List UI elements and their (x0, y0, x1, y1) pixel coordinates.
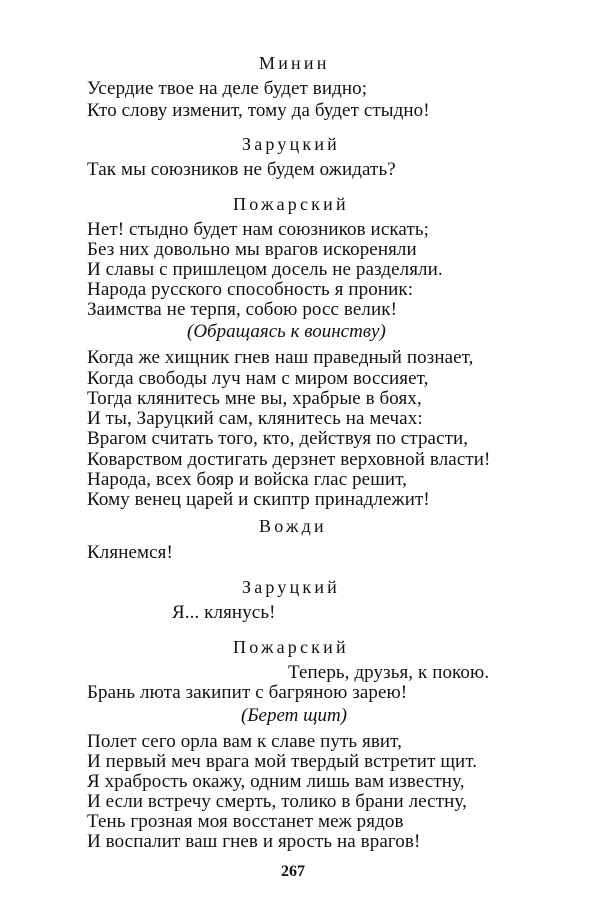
verse-line: Когда же хищник гнев наш праведный познает, (87, 347, 474, 368)
verse-line: Без них довольно мы врагов искореняли (87, 239, 417, 260)
stage-direction: (Берет щит) (241, 705, 348, 726)
verse-line: Усердие твое на деле будет видно; (87, 78, 368, 99)
verse-line: И славы с пришлецом досель не разделяли. (87, 259, 443, 280)
verse-line: Брань люта закипит с багряною зарею! (87, 682, 408, 703)
verse-line: Тень грозная моя восстанет меж рядов (87, 811, 404, 832)
speaker-name: Пожарский (233, 637, 349, 657)
speaker-name: Пожарский (233, 194, 349, 214)
verse-line: Народа русского способность я проник: (87, 279, 414, 300)
verse-line: Клянемся! (87, 542, 173, 563)
verse-line: Народа, всех бояр и войска глас решит, (87, 469, 408, 490)
speaker-name: Заруцкий (242, 134, 341, 154)
verse-line: Так мы союзников не будем ожидать? (87, 159, 396, 180)
verse-line: Теперь, друзья, к покою. (288, 662, 490, 683)
speaker-name: Заруцкий (242, 577, 341, 597)
verse-line: Заимства не терпя, собою росс велик! (87, 299, 398, 320)
verse-line: Когда свободы луч нам с миром воссияет, (87, 368, 429, 389)
verse-line: И воспалит ваш гнев и ярость на врагов! (87, 831, 421, 852)
verse-line: Кому венец царей и скиптр принадлежит! (87, 489, 430, 510)
stage-direction: (Обращаясь к воинству) (187, 321, 386, 342)
verse-line: И первый меч врага мой твердый встретит щит. (87, 751, 478, 772)
verse-line: Полет сего орла вам к славе путь явит, (87, 731, 403, 752)
verse-line: Кто слову изменит, тому да будет стыдно! (87, 100, 430, 121)
verse-line: Я храбрость окажу, одним лишь вам известну, (87, 771, 465, 792)
verse-line: Я... клянусь! (172, 602, 276, 623)
page-number: 267 (281, 863, 305, 880)
verse-line: Тогда клянитесь мне вы, храбрые в боях, (87, 388, 422, 409)
verse-line: Коварством достигать дерзнет верховной власти! (87, 449, 491, 470)
verse-line: И если встречу смерть, толико в брани лестну, (87, 791, 467, 812)
verse-line: Врагом считать того, кто, действуя по страсти, (87, 428, 469, 449)
speaker-name: Минин (259, 53, 330, 73)
verse-line: И ты, Заруцкий сам, клянитесь на мечах: (87, 408, 423, 429)
speaker-name: Вожди (259, 516, 327, 536)
verse-line: Нет! стыдно будет нам союзников искать; (87, 219, 429, 240)
